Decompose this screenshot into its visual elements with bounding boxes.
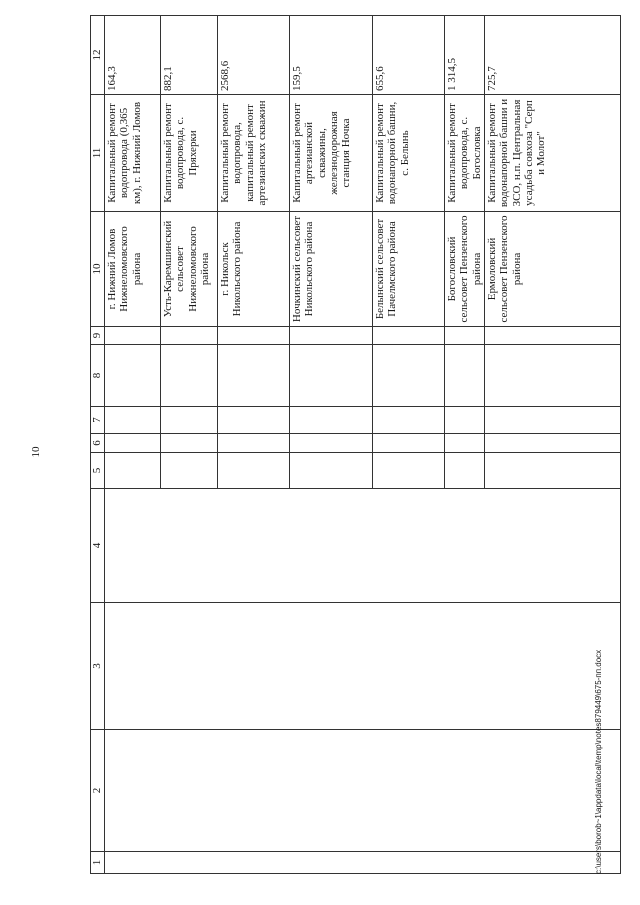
work-description-cell: Капитальный ремонт водонапорной башни и ЗСО, н.п. Центральная усадьба совхоза "Серп и Молот" [485,95,621,212]
column-number: 6 [91,434,105,453]
empty-cell [485,345,621,407]
empty-cell [485,407,621,434]
empty-cell [161,453,218,489]
data-table [90,15,621,874]
amount-cell: 159,5 [290,16,373,95]
rotated-table-container [90,16,620,874]
empty-cell [105,327,161,345]
amount-cell: 882,1 [161,16,218,95]
column-number: 7 [91,407,105,434]
empty-cell-col2 [105,730,621,852]
locality-cell: Белынский сельсовет Пачелмского района [373,212,445,327]
locality-cell: Ночкинский сельсовет Никольского района [290,212,373,327]
page-number: 10 [30,446,42,458]
empty-cell [218,453,290,489]
amount-cell: 164,3 [105,16,161,95]
locality-cell: г. Нижний Ломов Нижнеломовского района [105,212,161,327]
amount-cell: 725,7 [485,16,621,95]
empty-cell [290,345,373,407]
column-number: 12 [91,16,105,95]
empty-cell [373,345,445,407]
empty-cell [290,434,373,453]
empty-cell [161,345,218,407]
work-description-cell: Капитальный ремонт водопровода, с. Пряхерки [161,95,218,212]
empty-cell [161,434,218,453]
empty-cell [485,434,621,453]
locality-cell: Ермоловский сельсовет Пензенского района [485,212,621,327]
empty-cell [161,407,218,434]
column-number: 1 [91,852,105,874]
empty-cell [485,453,621,489]
empty-cell [373,407,445,434]
work-description-cell: Капитальный ремонт водопровода (0,365 км), г. Нижний Ломов [105,95,161,212]
empty-cell-col4 [105,489,621,603]
empty-cell [290,453,373,489]
empty-cell [218,434,290,453]
empty-cell-col1 [105,852,621,874]
column-number: 11 [91,95,105,212]
locality-cell: Богословский сельсовет Пензенского района [445,212,485,327]
work-description-cell: Капитальный ремонт водопровода, с. Богословка [445,95,485,212]
column-number: 5 [91,453,105,489]
empty-cell [445,327,485,345]
empty-cell [218,407,290,434]
empty-cell [218,345,290,407]
work-description-cell: Капитальный ремонт артезианской скважины, железнодорожная станция Ночка [290,95,373,212]
locality-cell: г. Никольск Никольского района [218,212,290,327]
column-number: 2 [91,730,105,852]
column-number: 8 [91,345,105,407]
table-frame [90,16,620,874]
column-number-row [91,16,105,874]
empty-cell [161,327,218,345]
column-number: 9 [91,327,105,345]
column-number: 3 [91,603,105,730]
empty-cell [445,345,485,407]
amount-cell: 655,6 [373,16,445,95]
empty-cell [218,327,290,345]
empty-cell [105,434,161,453]
amount-cell: 2568,6 [218,16,290,95]
empty-cell [105,407,161,434]
empty-cell [290,327,373,345]
work-description-cell: Капитальный ремонт водопровода, капитальный ремонт артезианских скважин [218,95,290,212]
amount-cell: 1 314,5 [445,16,485,95]
empty-cell [105,453,161,489]
empty-cell [485,327,621,345]
empty-cell [373,327,445,345]
column-number: 10 [91,212,105,327]
empty-cell [105,345,161,407]
empty-cell [445,434,485,453]
table-row [105,16,161,874]
empty-cell [373,434,445,453]
empty-cell [445,407,485,434]
empty-cell [445,453,485,489]
empty-cell-col3 [105,603,621,730]
locality-cell: Усть-Каремшинский сельсовет Нижнеломовского района [161,212,218,327]
work-description-cell: Капитальный ремонт водонапорной башни, с. Белынь [373,95,445,212]
empty-cell [373,453,445,489]
empty-cell [290,407,373,434]
column-number: 4 [91,489,105,603]
file-path-footer: c:\users\borob~1\appdata\local\temp\notes879449\675-пп.docx [594,649,603,874]
